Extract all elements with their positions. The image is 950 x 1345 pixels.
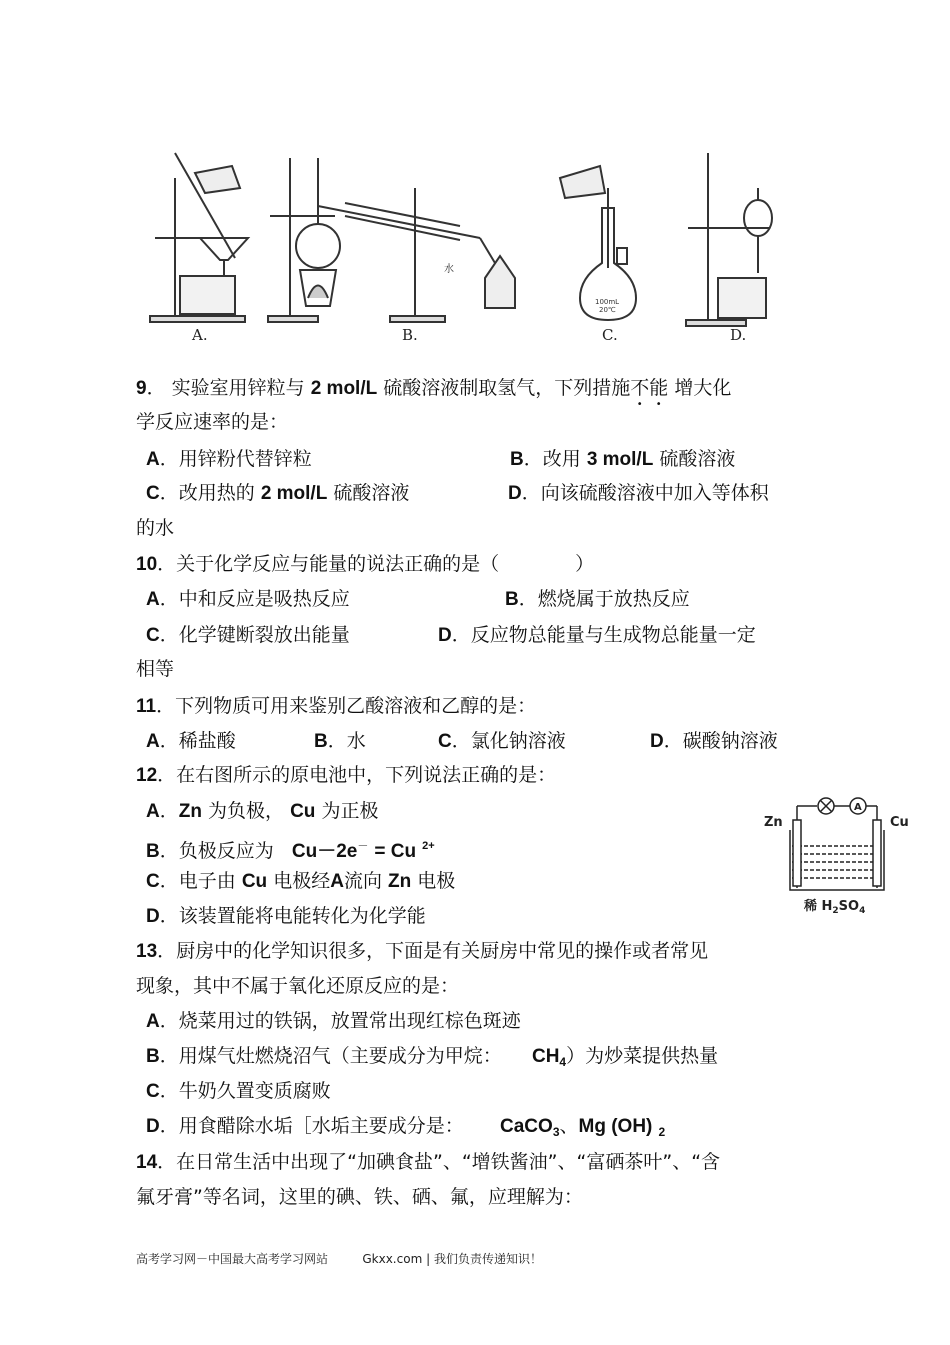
apparatus-drawing bbox=[140, 148, 800, 348]
q12-option-c: C．电子由 Cu 电极经A流向 Zn 电极 bbox=[146, 870, 456, 892]
q13-option-b: B．用煤气灶燃烧沼气（主要成分为甲烷： $CH_4$）为炒菜提供热量 bbox=[146, 1045, 719, 1069]
q13-option-a: A．烧菜用过的铁锅，放置常出现红棕色斑迹 bbox=[146, 1010, 521, 1032]
galvanic-cell-figure bbox=[762, 790, 922, 920]
apparatus-figure bbox=[140, 148, 800, 348]
water-label: 水 bbox=[444, 264, 454, 275]
q11-option-c: C．氯化钠溶液 bbox=[438, 730, 566, 752]
footer-domain[interactable]: Gkxx.com bbox=[362, 1252, 423, 1266]
cell-solution-label: 稀 $H_2SO_4$ bbox=[804, 899, 866, 916]
q9-text-2: 硫酸溶液制取氢气，下列措施 bbox=[383, 377, 631, 399]
figure-label-c: C. bbox=[602, 326, 618, 344]
footer-slogan: 我们负责传递知识！ bbox=[433, 1252, 542, 1266]
cell-right-electrode: Cu bbox=[890, 815, 909, 830]
ammeter-label: A bbox=[854, 802, 862, 813]
q11-option-a: A．稀盐酸 bbox=[146, 730, 236, 752]
q9-text-3: 增大化 bbox=[674, 377, 732, 399]
q10-option-d: D．反应物总能量与生成物总能量一定 bbox=[438, 624, 756, 646]
q9-stem-line-1: 9． 实验室用锌粒与 2 mol/L 硫酸溶液制取氢气，下列措施不能 增大化 bbox=[136, 377, 732, 399]
figure-label-a: A. bbox=[192, 326, 208, 344]
q10-stem: 10．关于化学反应与能量的说法正确的是（ ） bbox=[136, 553, 595, 575]
q13-option-c: C．牛奶久置变质腐败 bbox=[146, 1080, 331, 1102]
flask-label-volume: 100mL bbox=[595, 298, 620, 306]
q9-option-d-cont: 的水 bbox=[136, 517, 175, 539]
q12-option-d: D．该装置能将电能转化为化学能 bbox=[146, 905, 426, 927]
q12-option-b: B．负极反应为 Cu－2e－ = Cu $^{2+}$ bbox=[146, 839, 435, 862]
q13-stem-line-1: 13．厨房中的化学知识很多，下面是有关厨房中常见的操作或者常见 bbox=[136, 940, 709, 962]
q13-option-d: D．用食醋除水垢［水垢主要成分是： CaCO$_3$、Mg (OH) $_2$ bbox=[146, 1115, 666, 1139]
footer-site: 高考学习网－中国最大高考学习网站 bbox=[136, 1252, 329, 1266]
cell-left-electrode: Zn bbox=[764, 815, 783, 830]
q9-concentration: 2 mol/L bbox=[310, 378, 378, 399]
q9-emphasis: 不能 bbox=[630, 377, 669, 399]
q13-stem-line-2: 现象，其中不属于氧化还原反应的是： bbox=[136, 975, 460, 997]
q11-option-b: B．水 bbox=[314, 730, 366, 752]
q10-option-c: C．化学键断裂放出能量 bbox=[146, 624, 350, 646]
q9-number: 9 bbox=[136, 378, 147, 399]
flask-label-temp: 20℃ bbox=[599, 306, 616, 314]
figure-label-d: D. bbox=[730, 326, 747, 344]
q11-option-d: D．碳酸钠溶液 bbox=[650, 730, 778, 752]
q9-option-b: B．改用 3 mol/L 硫酸溶液 bbox=[510, 448, 736, 470]
q9-option-d: D．向该硫酸溶液中加入等体积 bbox=[508, 482, 769, 504]
q10-option-a: A．中和反应是吸热反应 bbox=[146, 588, 350, 610]
q9-option-a: A．用锌粉代替锌粒 bbox=[146, 448, 312, 470]
q11-stem: 11．下列物质可用来鉴别乙酸溶液和乙醇的是： bbox=[136, 695, 537, 717]
footer-separator: | bbox=[426, 1252, 431, 1266]
q10-option-d-cont: 相等 bbox=[136, 658, 175, 680]
q10-option-b: B．燃烧属于放热反应 bbox=[505, 588, 690, 610]
q12-stem: 12．在右图所示的原电池中，下列说法正确的是： bbox=[136, 764, 557, 786]
q9-option-c: C．改用热的 2 mol/L 硫酸溶液 bbox=[146, 482, 410, 504]
page-footer bbox=[136, 1250, 542, 1267]
q14-stem-line-2: 氟牙膏”等名词，这里的碘、铁、硒、氟，应理解为： bbox=[136, 1186, 583, 1208]
q14-stem-line-1: 14．在日常生活中出现了“加碘食盐”、“增铁酱油”、“富硒茶叶”、“含 bbox=[136, 1151, 721, 1173]
q9-stem-line-2: 学反应速率的是： bbox=[136, 411, 289, 433]
figure-label-b: B. bbox=[402, 326, 418, 344]
q12-option-a: A．Zn 为负极， Cu 为正极 bbox=[146, 800, 379, 822]
galvanic-cell-drawing bbox=[762, 790, 922, 920]
q9-text-1: 实验室用锌粒与 bbox=[171, 377, 305, 399]
